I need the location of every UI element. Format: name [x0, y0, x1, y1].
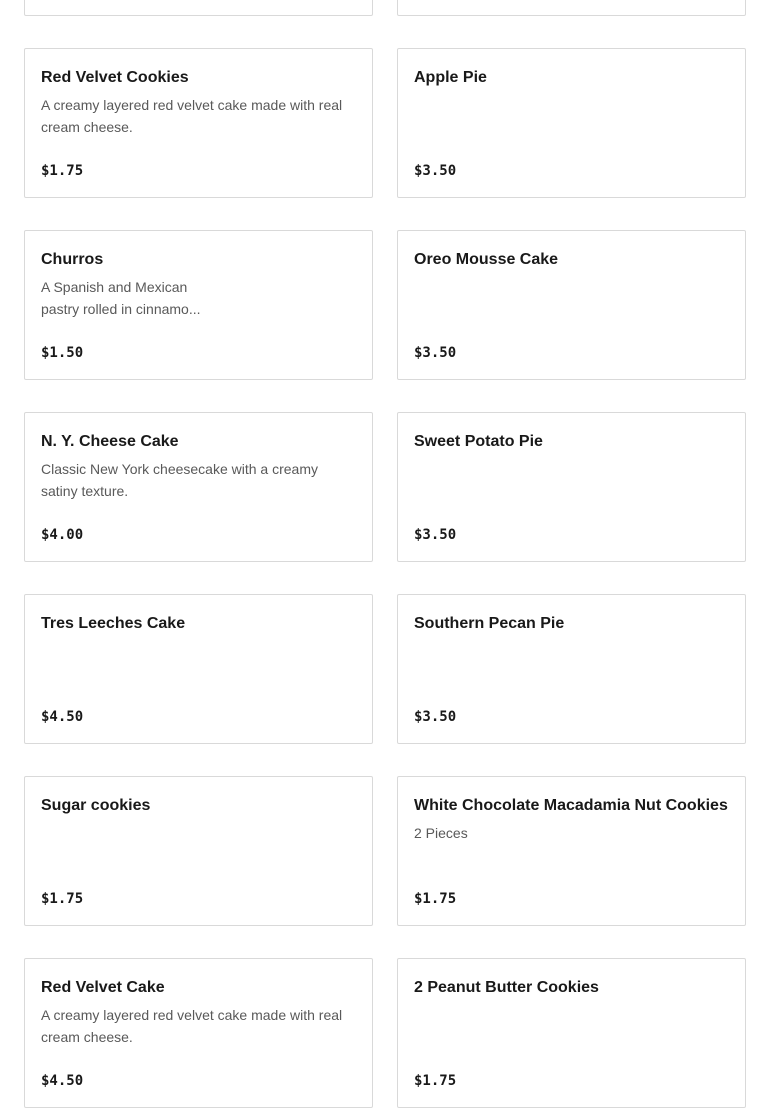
menu-item-name: Tres Leeches Cake [41, 615, 186, 632]
menu-item-card[interactable] [397, 48, 746, 198]
menu-item-description: 2 Pieces [414, 825, 468, 841]
menu-item-name: Sweet Potato Pie [414, 433, 543, 450]
menu-item-price: $1.75 [414, 1073, 457, 1089]
menu-item-grid [24, 0, 746, 1108]
menu-item-price: $4.00 [41, 527, 84, 543]
menu-item-price: $3.50 [414, 345, 457, 361]
menu-item-card[interactable] [24, 412, 373, 562]
menu-item-card[interactable] [24, 958, 373, 1108]
menu-item-name: Sugar cookies [41, 797, 151, 814]
menu-item-name: 2 Peanut Butter Cookies [414, 979, 599, 996]
menu-item-name: Apple Pie [414, 69, 487, 86]
menu-item-price: $1.50 [41, 345, 84, 361]
menu-item-price: $3.50 [414, 163, 457, 179]
menu-item-card[interactable] [24, 776, 373, 926]
menu-item-card[interactable] [24, 594, 373, 744]
menu-item-price: $1.75 [41, 891, 84, 907]
menu-item-card[interactable] [24, 0, 373, 16]
menu-item-price: $3.50 [414, 709, 457, 725]
menu-item-description: Classic New York cheesecake with a creamy satiny texture. [41, 461, 319, 499]
menu-item-price: $4.50 [41, 709, 84, 725]
menu-item-price: $4.50 [41, 1073, 84, 1089]
menu-item-description: A creamy layered red velvet cake made with real cream cheese. [41, 1007, 343, 1045]
menu-item-description: A Spanish and Mexican pastry rolled in cinnamo... [41, 279, 201, 317]
menu-item-card[interactable] [397, 0, 746, 16]
menu-item-name: Red Velvet Cookies [41, 69, 189, 86]
menu-item-description: A creamy layered red velvet cake made with real cream cheese. [41, 97, 343, 135]
menu-item-card[interactable] [397, 958, 746, 1108]
menu-item-price: $1.75 [414, 891, 457, 907]
menu-item-card[interactable] [24, 48, 373, 198]
menu-item-name: Southern Pecan Pie [414, 615, 565, 632]
menu-item-card[interactable] [397, 776, 746, 926]
menu-item-name: Churros [41, 251, 104, 268]
menu-item-card[interactable] [397, 594, 746, 744]
menu-item-price: $3.50 [414, 527, 457, 543]
menu-item-card[interactable] [24, 230, 373, 380]
menu-item-name: Red Velvet Cake [41, 979, 165, 996]
menu-item-name: White Chocolate Macadamia Nut Cookies [414, 797, 728, 814]
menu-item-card[interactable] [397, 412, 746, 562]
menu-item-name: Oreo Mousse Cake [414, 251, 559, 268]
menu-item-name: N. Y. Cheese Cake [41, 433, 179, 450]
menu-item-card[interactable] [397, 230, 746, 380]
menu-item-price: $1.75 [41, 163, 84, 179]
